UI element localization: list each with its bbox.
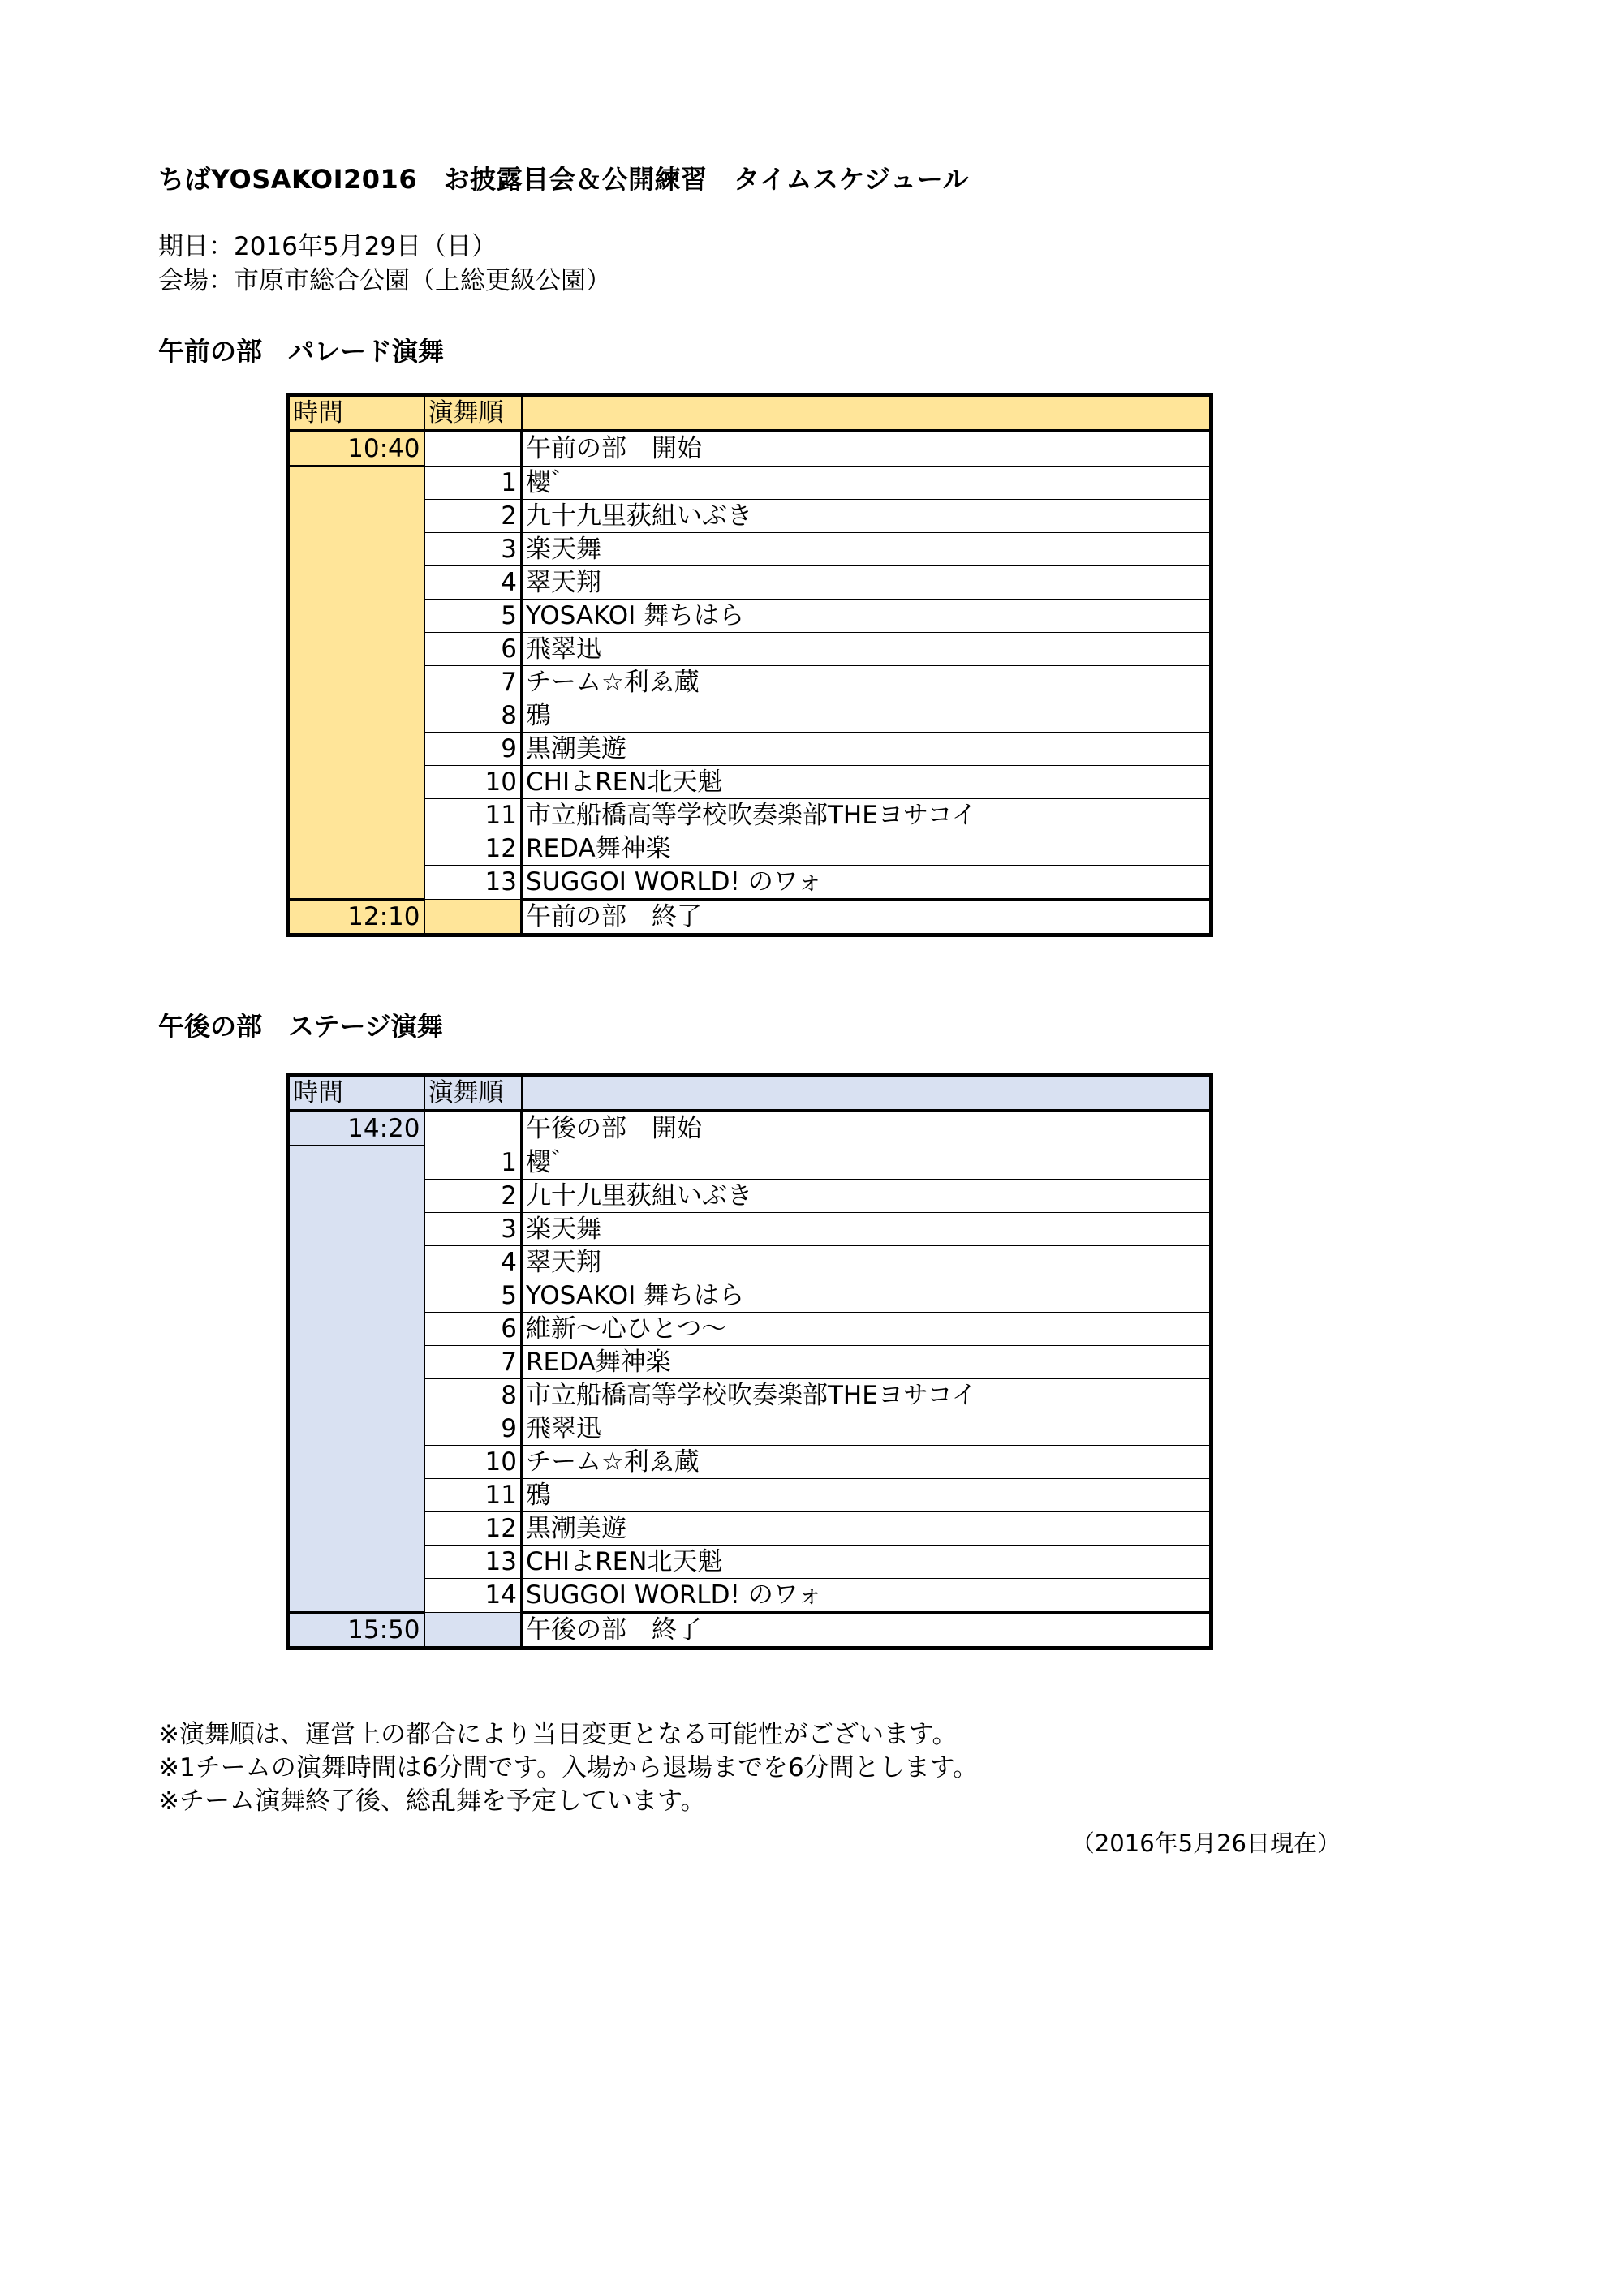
team-name: CHIよREN北天魁 [522, 1545, 1212, 1578]
table-row [288, 599, 1212, 632]
header-team [522, 395, 1212, 432]
time-cell-empty [288, 1179, 424, 1212]
table-row [288, 1245, 1212, 1279]
note-line: ※チーム演舞終了後、総乱舞を予定しています。 [158, 1786, 706, 1816]
table-row [288, 1212, 1212, 1245]
team-name: 維新～心ひとつ～ [522, 1312, 1212, 1345]
performance-order: 10 [424, 765, 522, 798]
start-row [288, 431, 1212, 466]
team-name: チーム☆利ゑ蔵 [522, 1445, 1212, 1478]
team-name: YOSAKOI 舞ちはら [522, 1279, 1212, 1312]
team-name: 櫻゛ [522, 466, 1212, 499]
header-order: 演舞順 [424, 1075, 522, 1111]
time-cell-empty [288, 532, 424, 565]
table-row [288, 1412, 1212, 1445]
performance-order: 13 [424, 865, 522, 899]
time-cell-empty [288, 632, 424, 665]
time-cell-empty [288, 1578, 424, 1612]
performance-order: 4 [424, 565, 522, 599]
team-name: 鴉 [522, 699, 1212, 732]
team-name: 櫻゛ [522, 1146, 1212, 1179]
pm-schedule-table [286, 1073, 1213, 1650]
performance-order: 1 [424, 1146, 522, 1179]
event-venue: 会場：市原市総合公園（上総更級公園） [158, 266, 611, 295]
end-time: 12:10 [288, 899, 424, 935]
team-name: 翠天翔 [522, 1245, 1212, 1279]
table-row [288, 832, 1212, 865]
team-name: REDA舞神楽 [522, 1345, 1212, 1378]
time-cell-empty [288, 699, 424, 732]
performance-order: 12 [424, 832, 522, 865]
team-name: チーム☆利ゑ蔵 [522, 665, 1212, 699]
table-row [288, 632, 1212, 665]
time-cell-empty [288, 1312, 424, 1345]
performance-order: 13 [424, 1545, 522, 1578]
performance-order: 7 [424, 665, 522, 699]
time-cell-empty [288, 599, 424, 632]
performance-order: 6 [424, 632, 522, 665]
table-row [288, 1511, 1212, 1545]
start-label: 午後の部 開始 [522, 1111, 1212, 1146]
end-label: 午後の部 終了 [522, 1612, 1212, 1648]
time-cell-empty [288, 1412, 424, 1445]
team-name: 九十九里荻組いぶき [522, 1179, 1212, 1212]
end-order-cell [424, 1612, 522, 1648]
team-name: 飛翠迅 [522, 1412, 1212, 1445]
table-row [288, 1312, 1212, 1345]
table-row [288, 1578, 1212, 1612]
time-cell-empty [288, 1212, 424, 1245]
time-cell-empty [288, 1478, 424, 1511]
start-row [288, 1111, 1212, 1146]
performance-order: 11 [424, 1478, 522, 1511]
table-row [288, 565, 1212, 599]
team-name: 黒潮美遊 [522, 1511, 1212, 1545]
table-row [288, 1345, 1212, 1378]
team-name: 九十九里荻組いぶき [522, 499, 1212, 532]
time-cell-empty [288, 1345, 424, 1378]
time-cell-empty [288, 1146, 424, 1179]
document-title: ちばYOSAKOI2016 お披露目会＆公開練習 タイムスケジュール [158, 164, 970, 195]
team-name: YOSAKOI 舞ちはら [522, 599, 1212, 632]
as-of-date: （2016年5月26日現在） [1070, 1829, 1341, 1857]
team-name: REDA舞神楽 [522, 832, 1212, 865]
table-row [288, 1445, 1212, 1478]
performance-order: 1 [424, 466, 522, 499]
header-order: 演舞順 [424, 395, 522, 432]
start-order-cell [424, 1111, 522, 1146]
table-header-row [288, 395, 1212, 432]
performance-order: 9 [424, 732, 522, 765]
end-time: 15:50 [288, 1612, 424, 1648]
table-row [288, 499, 1212, 532]
team-name: 翠天翔 [522, 565, 1212, 599]
table-row [288, 1478, 1212, 1511]
performance-order: 8 [424, 699, 522, 732]
table-row [288, 1378, 1212, 1412]
time-cell-empty [288, 832, 424, 865]
table-header-row [288, 1075, 1212, 1111]
table-row [288, 1545, 1212, 1578]
start-order-cell [424, 431, 522, 466]
time-cell-empty [288, 1378, 424, 1412]
team-name: 市立船橋高等学校吹奏楽部THEヨサコイ [522, 1378, 1212, 1412]
event-date: 期日：2016年5月29日（日） [158, 232, 497, 261]
time-cell-empty [288, 665, 424, 699]
performance-order: 7 [424, 1345, 522, 1378]
team-name: 市立船橋高等学校吹奏楽部THEヨサコイ [522, 798, 1212, 832]
note-line: ※1チームの演舞時間は6分間です。入場から退場までを6分間とします。 [158, 1753, 979, 1782]
time-cell-empty [288, 466, 424, 499]
team-name: 楽天舞 [522, 1212, 1212, 1245]
am-schedule-table [286, 393, 1213, 937]
team-name: 飛翠迅 [522, 632, 1212, 665]
table-row [288, 699, 1212, 732]
performance-order: 2 [424, 1179, 522, 1212]
team-name: SUGGOI WORLD! のワォ [522, 1578, 1212, 1612]
start-time: 10:40 [288, 431, 424, 466]
time-cell-empty [288, 1511, 424, 1545]
team-name: 黒潮美遊 [522, 732, 1212, 765]
performance-order: 3 [424, 532, 522, 565]
time-cell-empty [288, 865, 424, 899]
team-name: SUGGOI WORLD! のワォ [522, 865, 1212, 899]
performance-order: 9 [424, 1412, 522, 1445]
time-cell-empty [288, 1279, 424, 1312]
performance-order: 4 [424, 1245, 522, 1279]
header-time: 時間 [288, 395, 424, 432]
time-cell-empty [288, 565, 424, 599]
performance-order: 6 [424, 1312, 522, 1345]
table-row [288, 1146, 1212, 1179]
end-order-cell [424, 899, 522, 935]
time-cell-empty [288, 798, 424, 832]
performance-order: 5 [424, 599, 522, 632]
performance-order: 11 [424, 798, 522, 832]
team-name: CHIよREN北天魁 [522, 765, 1212, 798]
header-time: 時間 [288, 1075, 424, 1111]
time-cell-empty [288, 732, 424, 765]
am-section-heading: 午前の部 パレード演舞 [158, 336, 445, 367]
table-row [288, 1179, 1212, 1212]
table-row [288, 466, 1212, 499]
time-cell-empty [288, 765, 424, 798]
end-row [288, 1612, 1212, 1648]
performance-order: 3 [424, 1212, 522, 1245]
table-row [288, 765, 1212, 798]
start-time: 14:20 [288, 1111, 424, 1146]
table-row [288, 732, 1212, 765]
table-row [288, 665, 1212, 699]
performance-order: 8 [424, 1378, 522, 1412]
time-cell-empty [288, 1245, 424, 1279]
performance-order: 14 [424, 1578, 522, 1612]
end-row [288, 899, 1212, 935]
header-team [522, 1075, 1212, 1111]
notes [158, 1718, 978, 1818]
table-row [288, 1279, 1212, 1312]
pm-section-heading: 午後の部 ステージ演舞 [158, 1011, 443, 1042]
time-cell-empty [288, 1445, 424, 1478]
time-cell-empty [288, 1545, 424, 1578]
note-line: ※演舞順は、運営上の都合により当日変更となる可能性がございます。 [158, 1720, 958, 1749]
end-label: 午前の部 終了 [522, 899, 1212, 935]
table-row [288, 865, 1212, 899]
table-row [288, 532, 1212, 565]
performance-order: 5 [424, 1279, 522, 1312]
time-cell-empty [288, 499, 424, 532]
team-name: 楽天舞 [522, 532, 1212, 565]
start-label: 午前の部 開始 [522, 431, 1212, 466]
table-row [288, 798, 1212, 832]
performance-order: 2 [424, 499, 522, 532]
performance-order: 10 [424, 1445, 522, 1478]
team-name: 鴉 [522, 1478, 1212, 1511]
performance-order: 12 [424, 1511, 522, 1545]
